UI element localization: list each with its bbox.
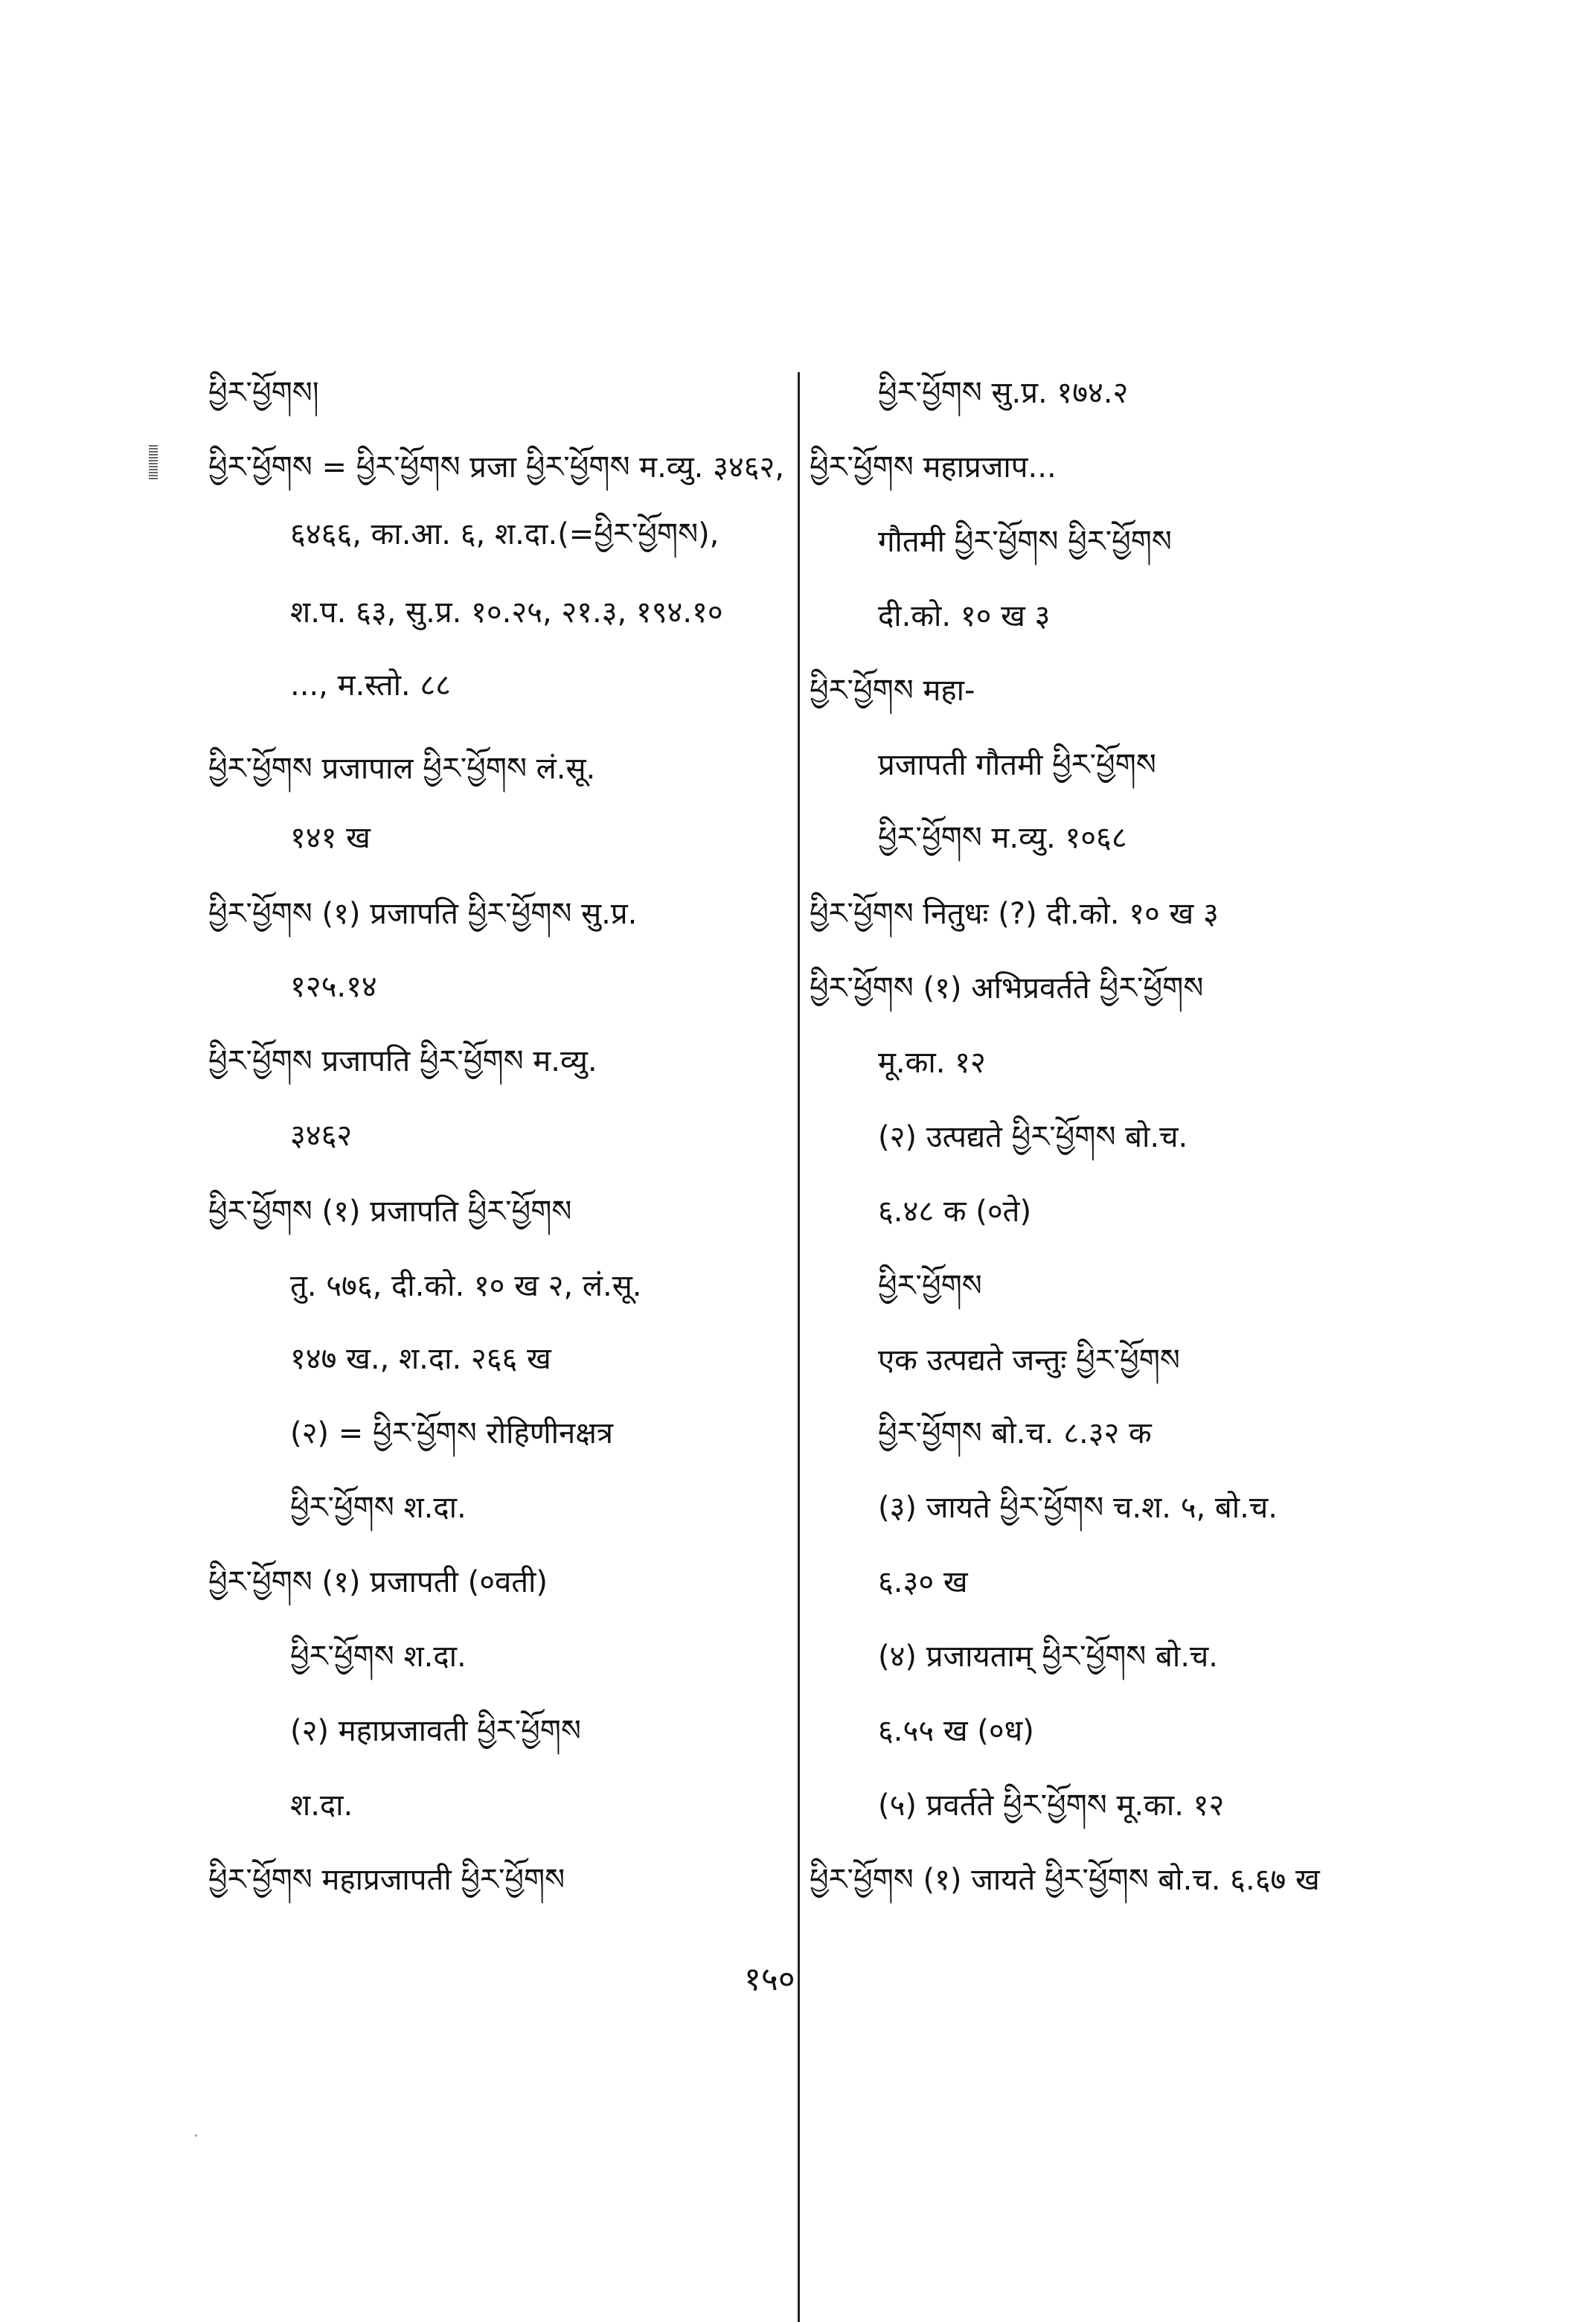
page-number: १५० (744, 1960, 795, 1998)
entry-line: ཕྱིར་ཕྱོགས नितुधः (?) दी.को. १० ख ३ (810, 897, 1219, 931)
entry-line: ཕྱིར་ཕྱོགས (१) प्रजापति ཕྱིར་ཕྱོགས (208, 1194, 572, 1229)
entry-line: ཕྱིར་ཕྱོགས (१) जायते ཕྱིར་ཕྱོགས बो.च. ६.६७ ख (810, 1863, 1320, 1897)
entry-line: ३४६२ (290, 1119, 353, 1153)
entry-line: तु. ५७६, दी.को. १० ख २, लं.सू. (290, 1269, 642, 1303)
margin-mark (149, 445, 158, 479)
entry-line: (३) जायते ཕྱིར་ཕྱོགས च.श. ५, बो.च. (878, 1491, 1278, 1525)
entry-line: ཕྱིར་ཕྱོགས (१) अभिप्रवर्तते ཕྱིར་ཕྱོགས (810, 971, 1204, 1005)
entry-line: १२५.१४ (290, 970, 377, 1004)
entry-line: ཕྱིར་ཕྱོགས (१) प्रजापति ཕྱིར་ཕྱོགས सु.प्र. (208, 897, 638, 931)
entry-line: १४७ ख., श.दा. २६६ ख (290, 1342, 551, 1376)
entry-line: ཕྱིར་ཕྱོགས (878, 1269, 982, 1303)
entry-line: मू.का. १२ (878, 1046, 986, 1080)
entry-line: ཕྱིར་ཕྱོགས बो.च. ८.३२ क (878, 1416, 1152, 1451)
entry-line: ཕྱིར་ཕྱོགས प्रजापाल ཕྱིར་ཕྱོགས लं.सू. (208, 752, 596, 786)
entry-line: प्रजापती गौतमी ཕྱིར་ཕྱོགས (878, 748, 1156, 782)
scan-speck (195, 2134, 197, 2137)
entry-line: ..., म.स्तो. ८८ (290, 668, 451, 703)
entry-line: ཕྱིར་ཕྱོགས प्रजापति ཕྱིར་ཕྱོགས म.व्यु. (208, 1044, 597, 1078)
entry-line: ཕྱིར་ཕྱོགས श.दा. (290, 1491, 467, 1525)
entry-line: श.दा. (290, 1788, 353, 1823)
entry-line: ཕྱིར་ཕྱོགས म.व्यु. १०६८ (878, 821, 1127, 855)
entry-line: (४) प्रजायताम् ཕྱིར་ཕྱོགས बो.च. (878, 1640, 1219, 1674)
entry-line: ཕྱིར་ཕྱོགས = ཕྱིར་ཕྱོགས प्रजा ཕྱིར་ཕྱོགས म.व्यु. ३४६२, (208, 450, 785, 484)
entry-line: ६.५५ ख (०ध) (878, 1714, 1034, 1748)
entry-line: गौतमी ཕྱིར་ཕྱོགས ཕྱིར་ཕྱོགས (878, 525, 1172, 559)
entry-line: १४१ ख (290, 821, 371, 855)
entry-line: ཕྱིར་ཕྱོགས श.दा. (290, 1640, 467, 1674)
entry-line: (२) = ཕྱིར་ཕྱོགས रोहिणीनक्षत्र (290, 1416, 613, 1451)
entry-line: ཕྱིར་ཕྱོགས महाप्रजाप... (810, 450, 1057, 484)
entry-line: (२) महाप्रजावती ཕྱིར་ཕྱོགས (290, 1714, 581, 1748)
column-divider (798, 372, 800, 2322)
entry-line: श.प. ६३, सु.प्र. १०.२५, २१.३, १९४.१० (290, 595, 723, 630)
entry-line: ཕྱིར་ཕྱོགས सु.प्र. १७४.२ (878, 376, 1129, 410)
entry-line: एक उत्पद्यते जन्तुः ཕྱིར་ཕྱོགས (878, 1343, 1180, 1378)
entry-line: (२) उत्पद्यते ཕྱིར་ཕྱོགས बो.च. (878, 1120, 1188, 1154)
entry-line: ६.३० ख (878, 1565, 968, 1599)
entry-line: (५) प्रवर्तते ཕྱིར་ཕྱོགས मू.का. १२ (878, 1788, 1225, 1823)
entry-line: ཕྱིར་ཕྱོགས། (208, 376, 319, 410)
entry-line: ६.४८ क (०ते) (878, 1194, 1032, 1229)
entry-line: ཕྱིར་ཕྱོགས (१) प्रजापती (०वती) (208, 1565, 548, 1599)
entry-line: दी.को. १० ख ३ (878, 599, 1051, 633)
entry-line: ཕྱིར་ཕྱོགས महाप्रजापती ཕྱིར་ཕྱོགས (208, 1863, 565, 1897)
entry-line: ཕྱིར་ཕྱོགས महा- (810, 674, 975, 708)
entry-line: ६४६६, का.आ. ६, श.दा.(=ཕྱིར་ཕྱོགས), (290, 517, 720, 551)
